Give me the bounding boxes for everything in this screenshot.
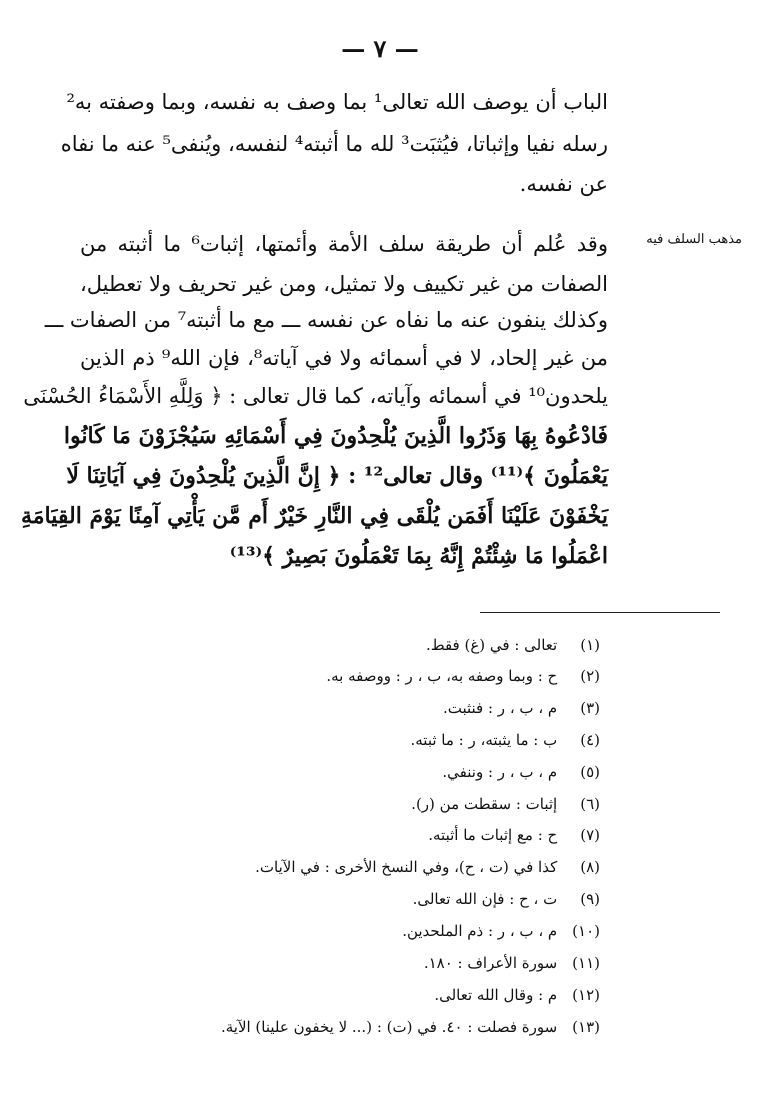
footnote-text: تعالى : في (غ) فقط. bbox=[425, 636, 558, 654]
footnote-text: ح : مع إثبات ما أثبته. bbox=[428, 826, 558, 844]
paragraph2-line: يلحدون¹⁰ في أسمائه وآياته، كما قال تعالى : ﴿ وَلِلَّهِ الأَسْمَاءُ الحُسْنَى bbox=[23, 384, 608, 408]
quran-verse-line: يَعْمَلُونَ ﴾⁽¹¹⁾ وقال تعالى¹² : ﴿ إِنَّ الَّذِينَ يُلْحِدُونَ فِي آيَاتِنَا لَا bbox=[66, 463, 608, 489]
footnote-number: (٣) bbox=[580, 699, 600, 717]
footnote bbox=[60, 824, 600, 846]
footnote-number: (٢) bbox=[580, 667, 600, 685]
footnote-separator bbox=[480, 612, 720, 613]
footnote bbox=[60, 634, 600, 656]
footnote-text: سورة الأعراف : ١٨٠. bbox=[423, 954, 558, 972]
footnote bbox=[60, 984, 600, 1006]
page-number: — ٧ — bbox=[341, 34, 419, 63]
footnote-number: (١٢) bbox=[572, 986, 600, 1004]
footnote-number: (٦) bbox=[580, 795, 600, 813]
footnote-number: (٤) bbox=[580, 731, 600, 749]
footnote bbox=[60, 856, 600, 878]
footnote-text: م ، ب ، ر : ذم الملحدين. bbox=[402, 922, 558, 940]
footnote bbox=[60, 729, 600, 751]
paragraph2-line: وقد عُلم أن طريقة سلف الأمة وأئمتها، إثبات⁶ ما أثبته من bbox=[80, 232, 608, 256]
footnote-text: ب : ما يثبته، ر : ما ثبته. bbox=[410, 731, 558, 749]
paragraph2-line: من غير إلحاد، لا في أسمائه ولا في آياته⁸، فإن الله⁹ ذم الذين bbox=[80, 346, 609, 370]
paragraph2-line: وكذلك ينفون عنه ما نفاه عن نفسه ـــ مع ما أثبته⁷ من الصفات ـــ bbox=[44, 308, 608, 332]
footnote-text: سورة فصلت : ٤٠. في (ت) : (... لا يخفون علينا) الآية. bbox=[220, 1018, 558, 1036]
footnote-number: (٩) bbox=[580, 890, 600, 908]
footnote-number: (٨) bbox=[580, 858, 600, 876]
footnote bbox=[60, 952, 600, 974]
footnote-text: إثبات : سقطت من (ر). bbox=[411, 795, 558, 813]
footnote-number: (١٣) bbox=[572, 1018, 600, 1036]
footnote-text: م ، ب ، ر : وننفي. bbox=[442, 763, 558, 781]
quran-verse-line: يَخْفَوْنَ عَلَيْنَا أَفَمَن يُلْقَى فِي النَّارِ خَيْرٌ أَم مَّن يَأْتِي آمِنًا يَوْمَ القِيَامَةِ bbox=[20, 503, 608, 529]
footnote bbox=[60, 793, 600, 815]
footnote-text: م ، ب ، ر : فنثبت. bbox=[442, 699, 558, 717]
footnote bbox=[60, 888, 600, 910]
quran-verse-line: اعْمَلُوا مَا شِئْتُمْ إِنَّهُ بِمَا تَعْمَلُونَ بَصِيرٌ ﴾⁽¹³⁾ bbox=[229, 543, 608, 569]
quran-verse-line: فَادْعُوهُ بِهَا وَذَرُوا الَّذِينَ يُلْحِدُونَ فِي أَسْمَائِهِ سَيُجْزَوْنَ مَا كَانُوا bbox=[63, 423, 608, 449]
footnote bbox=[60, 1016, 600, 1038]
footnote bbox=[60, 665, 600, 687]
footnote-number: (١١) bbox=[572, 954, 600, 972]
footnote bbox=[60, 920, 600, 942]
footnote-text: ت ، ح : فإن الله تعالى. bbox=[412, 890, 558, 908]
footnote bbox=[60, 761, 600, 783]
paragraph2-line: الصفات من غير تكييف ولا تمثيل، ومن غير تحريف ولا تعطيل، bbox=[80, 272, 608, 296]
footnote-text: كذا في (ت ، ح)، وفي النسخ الأخرى : في الآيات. bbox=[255, 858, 558, 876]
margin-note: مذهب السلف فيه bbox=[646, 232, 742, 247]
paragraph1-line: عن نفسه. bbox=[519, 172, 608, 196]
footnote-text: ح : وبما وصفه به، ب ، ر : ووصفه به. bbox=[326, 667, 558, 685]
footnote-text: م : وقال الله تعالى. bbox=[434, 986, 558, 1004]
footnote-number: (٧) bbox=[580, 826, 600, 844]
paragraph1-line: الباب أن يوصف الله تعالى¹ بما وصف به نفسه، وبما وصفته به² bbox=[66, 90, 608, 114]
footnote-number: (١٠) bbox=[572, 922, 600, 940]
footnote-number: (١) bbox=[580, 636, 600, 654]
paragraph1-line: رسله نفيا وإثباتا، فيُثبَت³ لله ما أثبته⁴ لنفسه، ويُنفى⁵ عنه ما نفاه bbox=[60, 132, 608, 156]
footnote bbox=[60, 697, 600, 719]
footnote-number: (٥) bbox=[580, 763, 600, 781]
